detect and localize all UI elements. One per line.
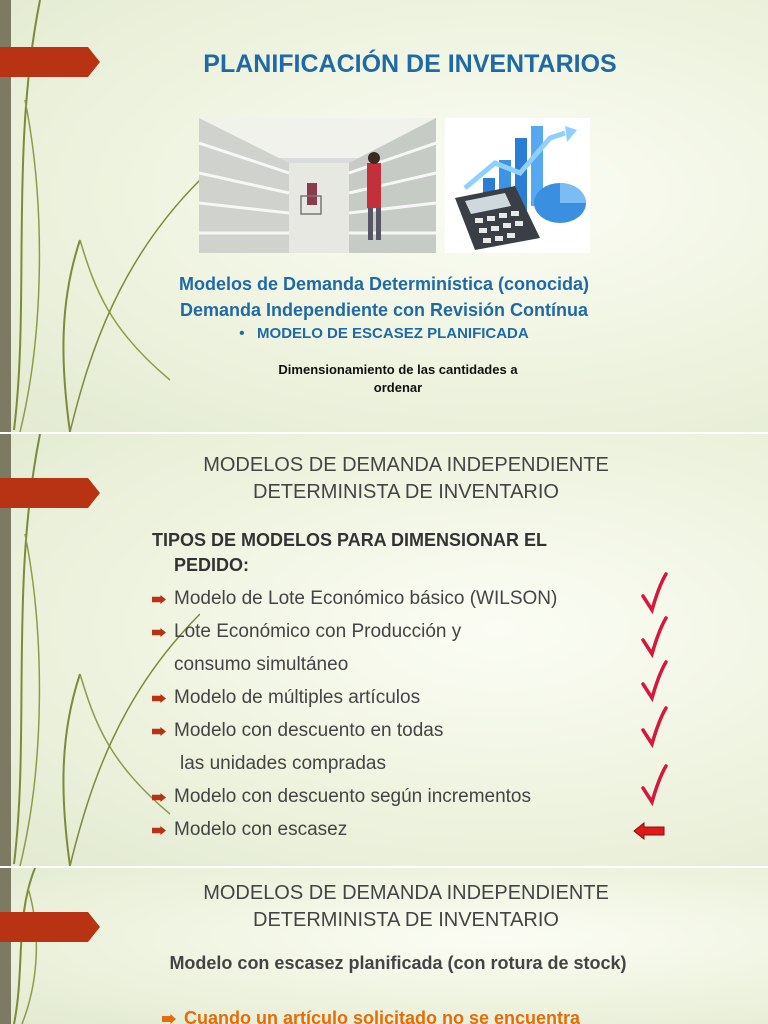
checkmark-icon <box>640 706 668 748</box>
bullet-text: MODELO DE ESCASEZ PLANIFICADA <box>257 325 529 342</box>
section-title-line-2: DETERMINISTA DE INVENTARIO <box>253 481 559 503</box>
bullet-heading <box>0 325 768 342</box>
slide-1 <box>0 0 768 432</box>
subtitle-line-1: Modelos de Demanda Determinística (conocida) <box>178 274 590 294</box>
slide-2 <box>0 434 768 866</box>
bullet-dot: • <box>239 325 245 342</box>
list-heading-line-1: TIPOS DE MODELOS PARA DIMENSIONAR EL <box>152 530 548 550</box>
arrow-bullet-icon <box>152 595 166 604</box>
arrow-bullet-icon <box>152 793 166 802</box>
list-item: Modelo con descuento según incrementos <box>152 786 531 808</box>
red-arrow-icon <box>633 822 665 840</box>
note-line-1: Dimensionamiento de las cantidades a <box>278 362 518 377</box>
checkmark-icon <box>640 572 668 614</box>
left-bar <box>0 868 11 1024</box>
arrow-bullet-icon <box>152 826 166 835</box>
section-title-line-1: MODELOS DE DEMANDA INDEPENDIENTE <box>203 454 609 476</box>
list-heading-line-2: PEDIDO: <box>174 555 250 575</box>
arrow-bullet-icon <box>152 628 166 637</box>
list-item-continuation: consumo simultáneo <box>174 654 349 675</box>
page-title: PLANIFICACIÓN DE INVENTARIOS <box>203 50 617 78</box>
arrow-bullet-icon <box>162 1014 176 1024</box>
list-item: Modelo con descuento en todas <box>152 720 443 742</box>
list-item: Modelo con escasez <box>152 819 347 841</box>
arrow-bullet-icon <box>152 727 166 736</box>
checkmark-icon <box>640 660 668 702</box>
list-item-continuation: las unidades compradas <box>180 753 386 774</box>
list-item: Modelo de múltiples artículos <box>152 687 420 709</box>
section-title-line-2: DETERMINISTA DE INVENTARIO <box>253 909 559 931</box>
supermarket-photo <box>199 118 436 253</box>
section-title-line-1: MODELOS DE DEMANDA INDEPENDIENTE <box>203 882 609 904</box>
slide-3 <box>0 868 768 1024</box>
checkmark-icon <box>640 764 668 806</box>
orange-bullet-line: Cuando un artículo solicitado no se encuentra <box>162 1008 580 1024</box>
checkmark-icon <box>640 616 668 658</box>
subtitle-line-2: Demanda Independiente con Revisión Contínua <box>179 300 589 320</box>
list-item: Modelo de Lote Económico básico (WILSON) <box>152 588 557 610</box>
charts-calculator-illustration <box>445 118 590 253</box>
note-line-2: ordenar <box>373 380 423 395</box>
arrow-bullet-icon <box>152 694 166 703</box>
list-item: Lote Económico con Producción y <box>152 621 461 643</box>
model-heading: Modelo con escasez planificada (con rotura de stock) <box>169 953 627 973</box>
